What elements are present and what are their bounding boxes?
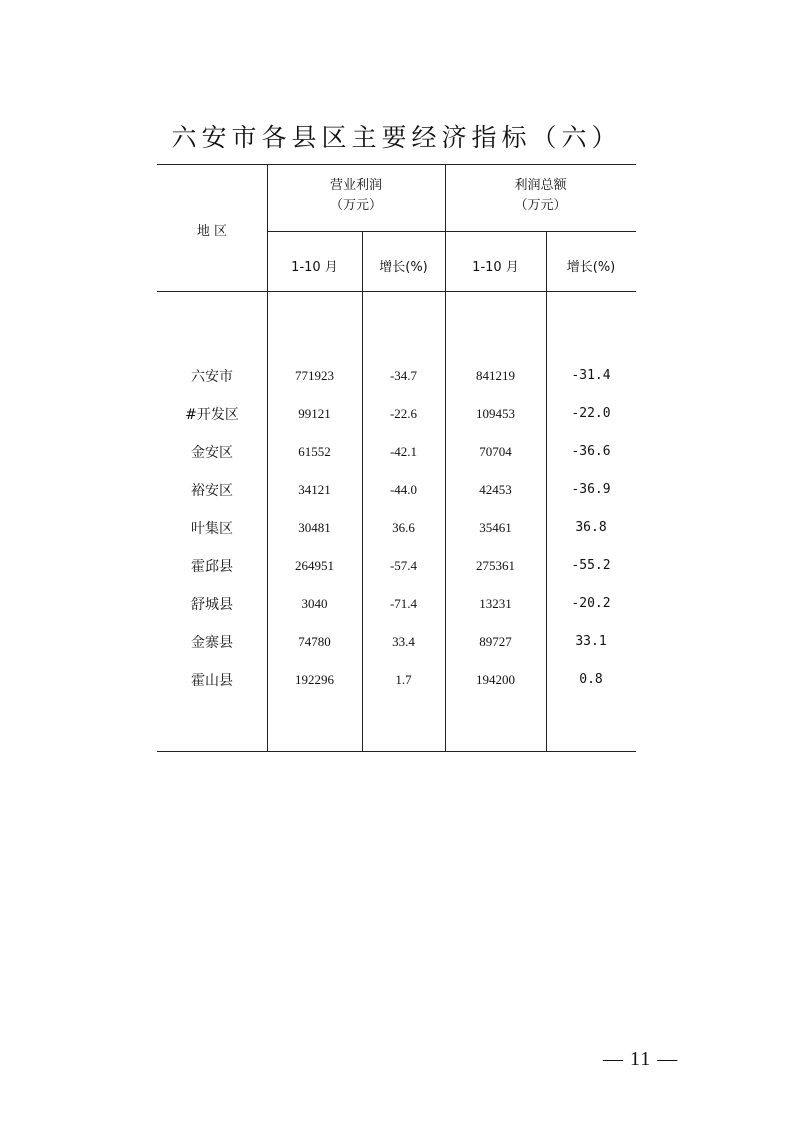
table-row xyxy=(157,632,636,654)
tp-growth: 36.8 xyxy=(575,520,607,535)
table-row xyxy=(157,670,636,692)
op-growth: -34.7 xyxy=(389,368,418,383)
table-row xyxy=(157,518,636,540)
tp-value: 13231 xyxy=(479,596,512,611)
tp-growth: -36.9 xyxy=(571,482,611,497)
page-title: 六安市各县区主要经济指标（六） xyxy=(171,123,622,152)
op-profit-header xyxy=(267,176,445,216)
tp-period-header: 1-10 月 xyxy=(472,260,519,275)
op-growth: -42.1 xyxy=(389,444,418,459)
table-top-rule xyxy=(157,164,636,165)
op-value: 30481 xyxy=(298,520,331,535)
region-name: 霍山县 xyxy=(191,673,233,689)
tp-growth: 33.1 xyxy=(575,634,607,649)
total-profit-unit: （万元） xyxy=(514,198,567,213)
tp-growth: -36.6 xyxy=(571,444,611,459)
tp-value: 70704 xyxy=(479,444,512,459)
op-value: 61552 xyxy=(298,444,331,459)
table-row xyxy=(157,442,636,464)
op-value: 771923 xyxy=(295,368,334,383)
op-value: 99121 xyxy=(298,406,331,421)
tp-value: 275361 xyxy=(476,558,515,573)
tp-value: 109453 xyxy=(476,406,515,421)
op-value: 34121 xyxy=(298,482,331,497)
table-row xyxy=(157,404,636,426)
tp-value: 42453 xyxy=(479,482,512,497)
op-growth: -44.0 xyxy=(389,482,418,497)
op-growth: -22.6 xyxy=(389,406,418,421)
page-number: — 11 — xyxy=(603,1048,679,1070)
op-growth-header: 增长(%) xyxy=(379,260,428,275)
tp-growth: -55.2 xyxy=(571,558,611,573)
op-growth: -57.4 xyxy=(389,558,418,573)
op-value: 192296 xyxy=(295,672,334,687)
op-value: 264951 xyxy=(295,558,334,573)
op-growth: -71.4 xyxy=(389,596,418,611)
op-growth: 36.6 xyxy=(392,520,415,535)
region-name: 裕安区 xyxy=(191,483,233,499)
region-name: #开发区 xyxy=(185,407,239,423)
op-profit-unit: （万元） xyxy=(329,198,382,213)
op-profit-label: 营业利润 xyxy=(329,178,382,193)
header-mid-rule xyxy=(267,231,636,232)
op-growth: 33.4 xyxy=(392,634,415,649)
region-name: 六安市 xyxy=(191,369,233,385)
table-row xyxy=(157,594,636,616)
tp-growth: -22.0 xyxy=(571,406,611,421)
region-name: 金寨县 xyxy=(191,635,233,651)
tp-value: 89727 xyxy=(479,634,512,649)
tp-value: 841219 xyxy=(476,368,515,383)
op-growth: 1.7 xyxy=(395,672,412,687)
total-profit-label: 利润总额 xyxy=(514,178,567,193)
table-row xyxy=(157,366,636,388)
total-profit-header xyxy=(445,176,636,216)
op-value: 3040 xyxy=(301,596,328,611)
tp-growth-header: 增长(%) xyxy=(566,260,616,275)
region-header: 地 区 xyxy=(196,224,228,239)
table-bottom-rule xyxy=(157,751,636,752)
header-bottom-rule xyxy=(157,291,636,292)
op-value: 74780 xyxy=(298,634,331,649)
region-name: 金安区 xyxy=(191,445,233,461)
tp-growth: -20.2 xyxy=(571,596,611,611)
op-period-header: 1-10 月 xyxy=(291,260,338,275)
tp-value: 194200 xyxy=(476,672,515,687)
table-row xyxy=(157,480,636,502)
economic-indicators-table xyxy=(157,164,636,752)
tp-growth: -31.4 xyxy=(571,368,611,383)
region-name: 舒城县 xyxy=(191,597,233,613)
tp-growth: 0.8 xyxy=(579,672,603,687)
table-row xyxy=(157,556,636,578)
tp-value: 35461 xyxy=(479,520,512,535)
region-name: 霍邱县 xyxy=(191,559,233,575)
region-name: 叶集区 xyxy=(191,521,233,537)
